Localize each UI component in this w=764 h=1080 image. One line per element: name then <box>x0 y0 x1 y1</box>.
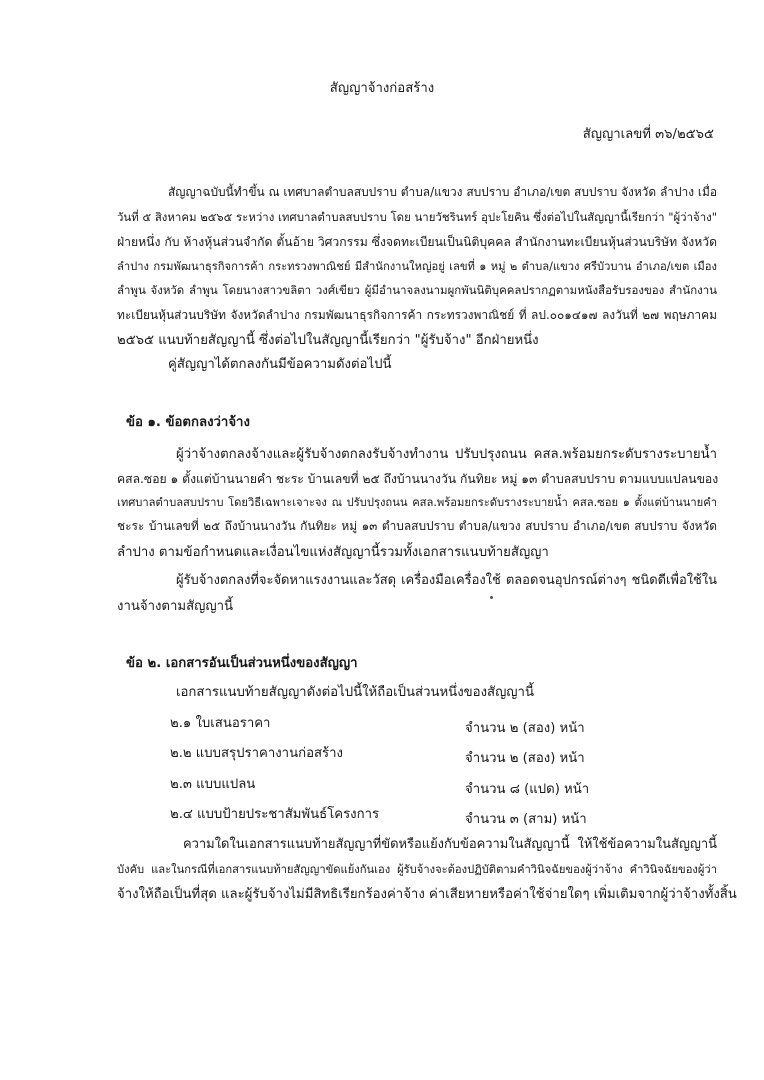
preamble-line: วันที่ ๕ สิงหาคม ๒๕๖๕ ระหว่าง เทศบาลตำบลสบปราบ โดย นายวัชรินทร์ อุปะโยคิน ซึ่งต่อไปในสัญญานี้เรียกว่า "ผู้ว่าจ้าง" <box>117 210 717 224</box>
clause1-heading: ข้อ ๑. ข้อตกลงว่าจ้าง <box>126 415 250 430</box>
contract-number: สัญญาเลขที่ ๓๖/๒๕๖๕ <box>582 127 714 142</box>
stray-mark <box>490 596 493 599</box>
clause1-line: เทศบาลตำบลสบปราบ โดยวิธีเฉพาะเจาะจง ณ ปรับปรุงถนน คสล.พร้อมยกระดับรางระบายน้ำ คสล.ซอย ๑ ตั้งแต่บ้านนายคำ <box>117 496 717 509</box>
agreement-intro: คู่สัญญาได้ตกลงกันมีข้อความดังต่อไปนี้ <box>168 357 392 372</box>
attachment-name: ๒.๓ แบบแปลน <box>170 777 256 792</box>
clause1-line: ผู้รับจ้างตกลงที่จะจัดหาแรงงานและวัสดุ เครื่องมือเครื่องใช้ ตลอดจนอุปกรณ์ต่างๆ ชนิดดีเพื่อใช้ใน <box>176 573 717 588</box>
attachment-quantity: จำนวน ๘ (แปด) หน้า <box>465 782 590 797</box>
preamble-line: ลำปาง กรมพัฒนาธุรกิจการค้า กระทรวงพาณิชย์ มีสำนักงานใหญ่อยู่ เลขที่ ๑ หมู่ ๒ ตำบล/แขวง ศรีบัวบาน อำเภอ/เขต เมือง <box>117 260 717 273</box>
clause2-closing-line: จ้างให้ถือเป็นที่สุด และผู้รับจ้างไม่มีสิทธิเรียกร้องค่าจ้าง ค่าเสียหายหรือค่าใช้จ่ายใดๆ เพิ่มเติมจากผู้ว่าจ้างทั้งสิ้น <box>117 887 737 902</box>
attachment-quantity: จำนวน ๓ (สาม) หน้า <box>465 812 587 827</box>
attachment-quantity: จำนวน ๒ (สอง) หน้า <box>465 721 585 736</box>
preamble-line: ลำพูน จังหวัด ลำพูน โดยนางสาวขลิตา วงศ์เขียว ผู้มีอำนาจลงนามผูกพันนิติบุคคลปรากฏตามหนังสือรับรองของ สำนักงาน <box>117 283 717 297</box>
attachment-name: ๒.๔ แบบป้ายประชาสัมพันธ์โครงการ <box>170 807 380 822</box>
preamble-line: ๒๕๖๕ แนบท้ายสัญญานี้ ซึ่งต่อไปในสัญญานี้เรียกว่า "ผู้รับจ้าง" อีกฝ่ายหนึ่ง <box>117 333 539 348</box>
attachment-name: ๒.๑ ใบเสนอราคา <box>170 716 271 731</box>
clause2-heading: ข้อ ๒. เอกสารอันเป็นส่วนหนึ่งของสัญญา <box>126 656 358 671</box>
clause2-closing-line: ความใดในเอกสารแนบท้ายสัญญาที่ขัดหรือแย้งกับข้อความในสัญญานี้ ให้ใช้ข้อความในสัญญานี้ <box>183 837 717 852</box>
preamble-line: ทะเบียนหุ้นส่วนบริษัท จังหวัดลำปาง กรมพัฒนาธุรกิจการค้า กระทรวงพาณิชย์ ที่ ลป.๐๐๑๔๑๗ ลงวันที่ ๒๗ พฤษภาคม <box>117 308 717 322</box>
clause1-line: ชะระ บ้านเลขที่ ๒๕ ถึงบ้านนางวัน กันทิยะ หมู่ ๑๓ ตำบลสบปราบ ตำบล/แขวง สบปราบ อำเภอ/เขต สบปราบ จังหวัด <box>117 519 717 533</box>
preamble-line: สัญญาฉบับนี้ทำขึ้น ณ เทศบาลตำบลสบปราบ ตำบล/แขวง สบปราบ อำเภอ/เขต สบปราบ จังหวัด ลำปาง เมื่อ <box>168 185 717 199</box>
clause1-line: ผู้ว่าจ้างตกลงจ้างและผู้รับจ้างตกลงรับจ้างทำงาน ปรับปรุงถนน คสล.พร้อมยกระดับรางระบายน้ำ <box>176 447 717 462</box>
attachment-name: ๒.๒ แบบสรุปราคางานก่อสร้าง <box>170 746 343 761</box>
clause1-line: งานจ้างตามสัญญานี้ <box>117 599 234 614</box>
document-title: สัญญาจ้างก่อสร้าง <box>329 81 435 96</box>
clause2-intro: เอกสารแนบท้ายสัญญาดังต่อไปนี้ให้ถือเป็นส่วนหนึ่งของสัญญานี้ <box>176 685 534 700</box>
preamble-line: ฝ่ายหนึ่ง กับ ห้างหุ้นส่วนจำกัด ตั้นอ้าย วิศวกรรม ซึ่งจดทะเบียนเป็นนิติบุคคล สำนักงานทะเบียนหุ้นส่วนบริษัท จังหวัด <box>117 235 717 249</box>
attachment-quantity: จำนวน ๒ (สอง) หน้า <box>465 751 585 766</box>
clause1-line: ลำปาง ตามข้อกำหนดและเงื่อนไขแห่งสัญญานี้รวมทั้งเอกสารแนบท้ายสัญญา <box>117 545 549 560</box>
clause1-line: คสล.ซอย ๑ ตั้งแต่บ้านนายคำ ชะระ บ้านเลขที่ ๒๕ ถึงบ้านนางวัน กันทิยะ หมู่ ๑๓ ตำบลสบปราบ ตามแบบแปลนของ <box>117 472 719 486</box>
clause2-closing-line: บังคับ และในกรณีที่เอกสารแนบท้ายสัญญาขัดแย้งกันเอง ผู้รับจ้างจะต้องปฏิบัติตามคำวินิจฉัยของผู้ว่าจ้าง คำวินิจฉัยของผู้ว่า <box>117 863 717 876</box>
